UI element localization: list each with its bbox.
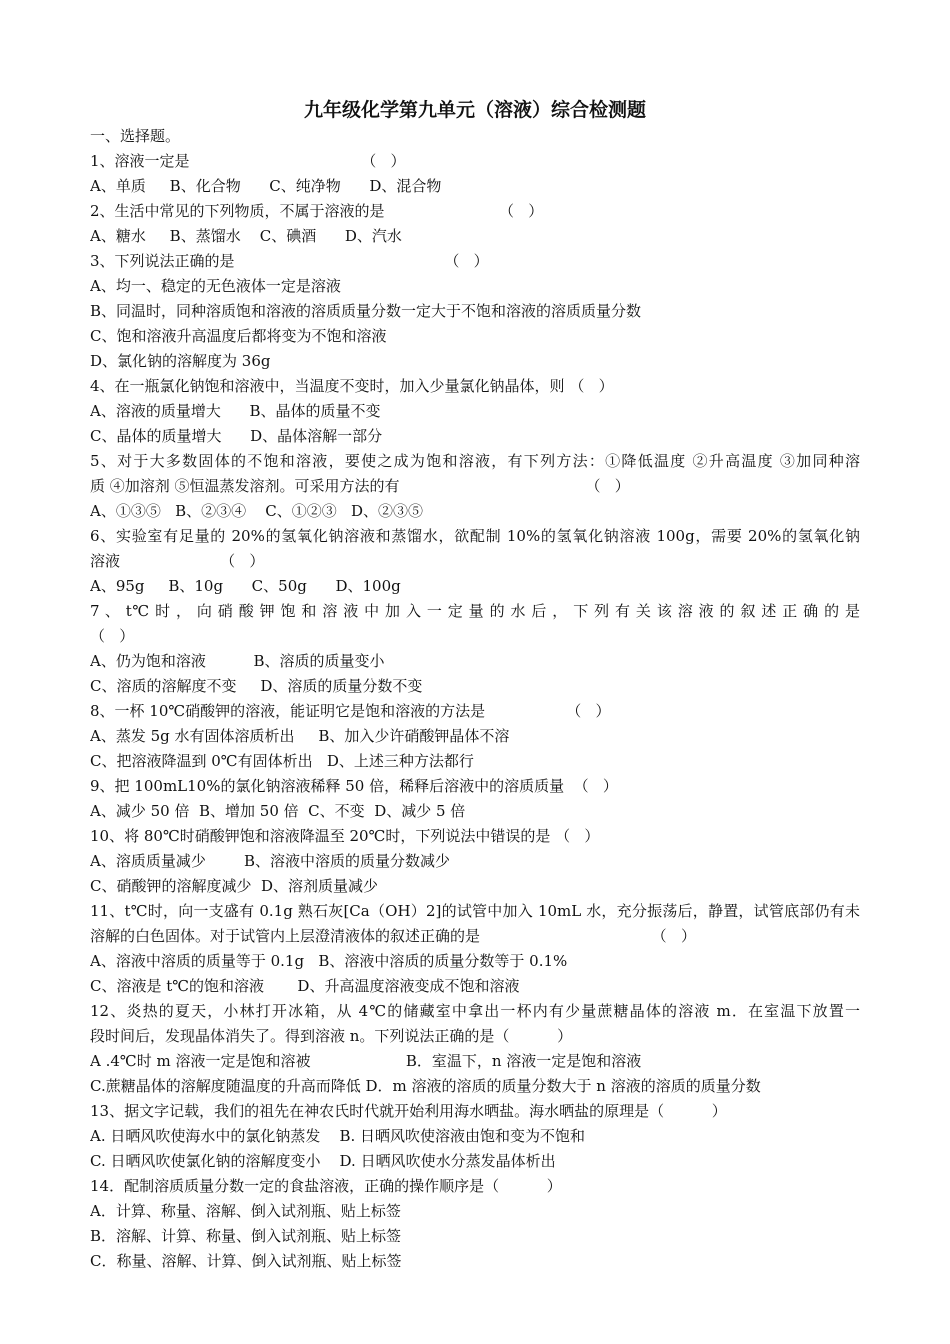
text-line: A、95g B、10g C、50g D、100g [90,577,401,595]
text-line: 段时间后，发现晶体消失了。得到溶液 n。下列说法正确的是（ ） [90,1027,573,1045]
text-line: A、减少 50 倍 B、增加 50 倍 C、不变 D、减少 5 倍 [90,802,466,820]
text-line: 13、据文字记载，我们的祖先在神农氏时代就开始利用海水晒盐。海水晒盐的原理是（ ） [90,1102,727,1120]
text-line: B．溶解、计算、称量、倒入试剂瓶、贴上标签 [90,1227,402,1245]
section-heading: 一、选择题。 [90,127,181,145]
text-line: A、糖水 B、蒸馏水 C、碘酒 D、汽水 [90,227,402,245]
text-line: A、单质 B、化合物 C、纯净物 D、混合物 [90,177,442,195]
document-title: 九年级化学第九单元（溶液）综合检测题 [303,99,646,121]
text-line: （ ） [90,627,135,645]
text-line: C．称量、溶解、计算、倒入试剂瓶、贴上标签 [90,1252,402,1270]
text-line: 7 、 t℃ 时 ， 向 硝 酸 钾 饱 和 溶 液 中 加 入 一 定 量 的 水 后 ， 下 列 有 关 该 溶 液 的 叙 述 正 确 的 是 [90,602,860,620]
text-line: A .4℃时 m 溶液一定是饱和溶被 B．室温下，n 溶液一定是饱和溶液 [90,1052,642,1070]
text-line: C、饱和溶液升高温度后都将变为不饱和溶液 [90,327,387,345]
text-line: C、晶体的质量增大 D、晶体溶解一部分 [90,427,383,445]
text-line: 11、t℃时，向一支盛有 0.1g 熟石灰[Ca（OH）2]的试管中加入 10mL 水，充分振荡后，静置，试管底部仍有未 [90,902,860,920]
text-line: 14．配制溶质质量分数一定的食盐溶液，正确的操作顺序是（ ） [90,1177,562,1195]
text-line: 1、溶液一定是 （ ） [90,152,406,170]
text-line: 10、将 80℃时硝酸钾饱和溶液降温至 20℃时，下列说法中错误的是 （ ） [90,827,600,845]
text-line: A、均一、稳定的无色液体一定是溶液 [90,277,341,295]
text-line: 4、在一瓶氯化钠饱和溶液中，当温度不变时，加入少量氯化钠晶体，则 （ ） [90,377,614,395]
text-line: 8、一杯 10℃硝酸钾的溶液，能证明它是饱和溶液的方法是 （ ） [90,702,611,720]
text-line: 9、把 100mL10%的氯化钠溶液稀释 50 倍，稀释后溶液中的溶质质量 （ ） [90,777,618,795]
text-line: C、把溶液降温到 0℃有固体析出 D、上述三种方法都行 [90,752,474,770]
text-line: C. 日晒风吹使氯化钠的溶解度变小 D. 日晒风吹使水分蒸发晶体析出 [90,1152,556,1170]
text-line: 3、下列说法正确的是 （ ） [90,252,489,270]
text-line: C、硝酸钾的溶解度减少 D、溶剂质量减少 [90,877,379,895]
text-line: A、①③⑤ B、②③④ C、①②③ D、②③⑤ [90,502,424,520]
text-line: 溶解的白色固体。对于试管内上层澄清液体的叙述正确的是 （ ） [90,927,696,945]
text-line: 6、实验室有足量的 20%的氢氧化钠溶液和蒸馏水，欲配制 10%的氢氧化钠溶液 100g，需要 20%的氢氧化钠 [90,527,860,545]
text-line: C、溶质的溶解度不变 D、溶质的质量分数不变 [90,677,423,695]
text-line: 2、生活中常见的下列物质，不属于溶液的是 （ ） [90,202,544,220]
text-line: A、溶质质量减少 B、溶液中溶质的质量分数减少 [90,852,451,870]
text-line: B、同温时，同种溶质饱和溶液的溶质质量分数一定大于不饱和溶液的溶质质量分数 [90,302,642,320]
text-line: 质 ④加溶剂 ⑤恒温蒸发溶剂。可采用方法的有 （ ） [90,477,630,495]
text-line: A．计算、称量、溶解、倒入试剂瓶、贴上标签 [90,1202,401,1220]
text-line: C.蔗糖晶体的溶解度随温度的升高而降低 D．m 溶液的溶质的质量分数大于 n 溶液的溶质的质量分数 [90,1077,761,1095]
text-line: A、溶液的质量增大 B、晶体的质量不变 [90,402,381,420]
text-line: D、氯化钠的溶解度为 36g [90,352,271,370]
text-line: A、溶液中溶质的质量等于 0.1g B、溶液中溶质的质量分数等于 0.1% [90,952,568,970]
text-line: C、溶液是 t℃的饱和溶液 D、升高温度溶液变成不饱和溶液 [90,977,520,995]
text-line: A、蒸发 5g 水有固体溶质析出 B、加入少许硝酸钾晶体不溶 [90,727,510,745]
text-line: 5、对于大多数固体的不饱和溶液，要使之成为饱和溶液，有下列方法：①降低温度 ②升高温度 ③加同种溶 [90,452,860,470]
text-line: 溶液 （ ） [90,552,265,570]
text-line: A、仍为饱和溶液 B、溶质的质量变小 [90,652,385,670]
text-line: A. 日晒风吹使海水中的氯化钠蒸发 B. 日晒风吹使溶液由饱和变为不饱和 [90,1127,586,1145]
text-line: 12、炎热的夏天，小林打开冰箱，从 4℃的储藏室中拿出一杯内有少量蔗糖晶体的溶液 m．在室温下放置一 [90,1002,860,1020]
